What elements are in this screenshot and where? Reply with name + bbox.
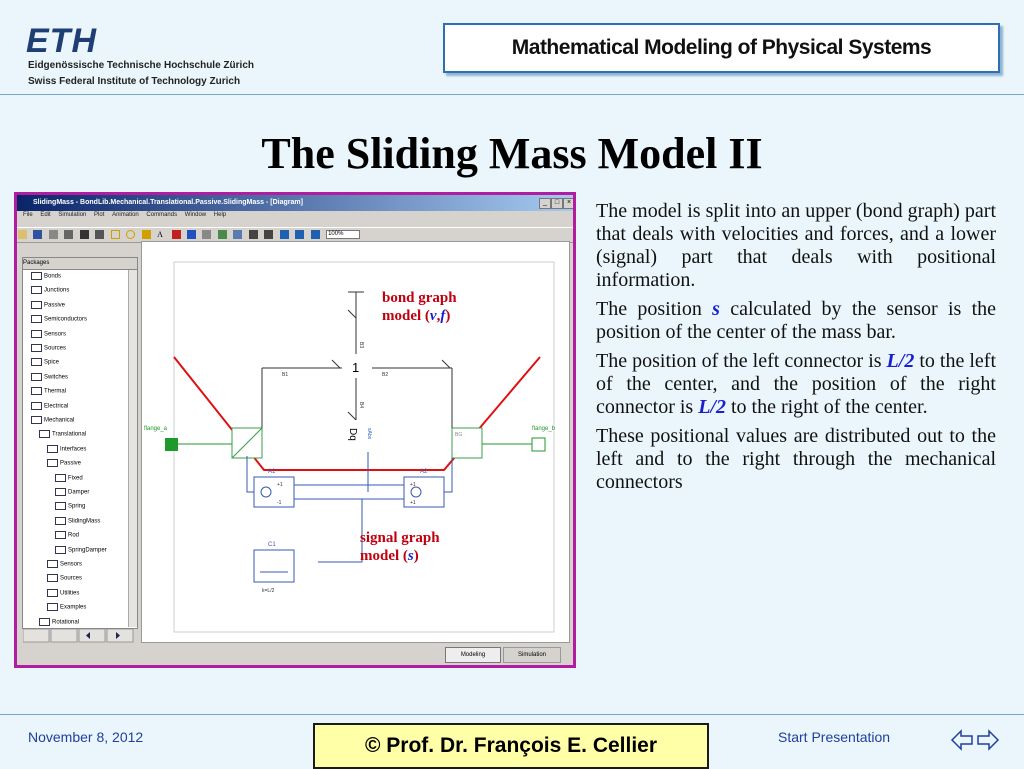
bond-b2-hook: [442, 360, 450, 368]
package-item[interactable]: [31, 416, 74, 424]
package-label: Utilities: [60, 590, 80, 597]
ellipse-icon[interactable]: [126, 230, 135, 239]
package-item[interactable]: [47, 589, 79, 597]
package-item[interactable]: [55, 488, 89, 496]
package-icon: [47, 603, 58, 611]
panel-toolbar: [23, 629, 135, 643]
bond-graph-v: v: [429, 308, 437, 324]
package-item[interactable]: [55, 531, 79, 539]
bond-graph-model-suffix: ): [445, 308, 451, 324]
package-item[interactable]: [47, 603, 86, 611]
package-item[interactable]: [31, 315, 87, 323]
tab-simulation[interactable]: Simulation: [503, 647, 561, 663]
window-menu-bar: [17, 212, 573, 224]
packages-header: Packages: [23, 258, 137, 270]
package-label: Fixed: [68, 475, 83, 482]
package-icon: [31, 344, 42, 352]
menu-commands[interactable]: Commands: [146, 212, 178, 218]
package-label: Rotational: [52, 619, 80, 626]
eth-subtitle-english: Swiss Federal Institute of Technology Zurich: [28, 76, 241, 87]
minimize-button[interactable]: _: [539, 198, 551, 209]
flange-b-label: flange_b: [532, 426, 556, 432]
adder-a2-gain-1: +1: [410, 482, 416, 488]
package-item[interactable]: [31, 358, 59, 366]
p2-text-a: The position: [596, 298, 713, 320]
adder-a2-gain-2: +1: [410, 500, 416, 506]
diagram-frame: [174, 262, 554, 632]
package-label: SlidingMass: [68, 518, 101, 525]
package-label: Sensors: [44, 331, 67, 338]
search-icon[interactable]: [49, 230, 58, 239]
package-icon: [31, 416, 42, 424]
back-icon[interactable]: [249, 230, 258, 239]
paragraph-3: [596, 350, 996, 419]
bond-graph-model-label: [382, 308, 450, 324]
polygon-icon[interactable]: [142, 230, 151, 239]
package-label: Translational: [52, 431, 87, 438]
package-item[interactable]: [47, 560, 82, 568]
footer-author: © Prof. Dr. François E. Cellier: [313, 723, 709, 769]
course-title-box: Mathematical Modeling of Physical Systems: [443, 23, 1000, 73]
menu-plot[interactable]: Plot: [94, 212, 105, 218]
dymola-window-screenshot: [14, 192, 576, 668]
eth-logo: ETH: [26, 22, 97, 60]
package-icon: [55, 517, 66, 525]
print-icon[interactable]: [64, 230, 73, 239]
package-item[interactable]: [47, 574, 82, 582]
package-label: Thermal: [44, 388, 67, 395]
package-icon: [47, 445, 58, 453]
package-item[interactable]: [31, 272, 61, 280]
p3-symbol-l2: L/2: [698, 396, 726, 418]
bond-b1-hook: [332, 360, 340, 368]
grid-icon[interactable]: [202, 230, 211, 239]
package-label: Sources: [44, 345, 67, 352]
zoom-select[interactable]: 100%: [326, 230, 360, 239]
adder-a1-gain-1: +1: [277, 482, 283, 488]
eth-subtitle-german: Eidgenössische Technische Hochschule Zürich: [28, 60, 254, 71]
menu-file[interactable]: File: [23, 212, 33, 218]
fill-color-icon[interactable]: [172, 230, 181, 239]
bond-graph-comma: ,: [436, 308, 441, 324]
maximize-button[interactable]: □: [551, 198, 563, 209]
package-label: Rod: [68, 532, 80, 539]
package-icon: [47, 459, 58, 467]
menu-help[interactable]: Help: [213, 212, 227, 218]
signal-graph-s: s: [407, 548, 414, 564]
package-icon: [55, 474, 66, 482]
bond-b1-label: B1: [282, 372, 289, 378]
help-icon[interactable]: [80, 230, 89, 239]
signal-graph-model-label: [360, 548, 419, 564]
line-icon[interactable]: [95, 230, 104, 239]
bond-b4-label: B4: [358, 402, 364, 409]
bond-b2-label: B2: [382, 372, 389, 378]
package-item[interactable]: [31, 344, 66, 352]
adder-a2-label: A2: [420, 469, 428, 475]
bg-label: BG: [455, 432, 463, 438]
text-icon[interactable]: A: [157, 230, 163, 239]
package-label: Mechanical: [44, 417, 75, 424]
check-icon[interactable]: [218, 230, 227, 239]
menu-simulation[interactable]: Simulation: [58, 212, 87, 218]
package-item[interactable]: [47, 445, 86, 453]
p2-symbol-s: s: [712, 298, 720, 320]
start-presentation-link[interactable]: Start Presentation: [778, 729, 891, 745]
packages-scrollbar[interactable]: [128, 270, 137, 627]
package-label: Passive: [60, 460, 82, 467]
save-icon[interactable]: [33, 230, 42, 239]
slide-title: The Sliding Mass Model II: [261, 129, 763, 178]
package-icon: [39, 430, 50, 438]
package-icon: [55, 546, 66, 554]
constant-c1-param: k=L/2: [262, 588, 275, 594]
flange-a-connector[interactable]: [165, 438, 178, 451]
package-icon: [47, 574, 58, 582]
bond-graph-label: bond graph: [382, 290, 457, 306]
package-item[interactable]: [47, 459, 81, 467]
previous-arrow-icon[interactable]: [952, 731, 972, 749]
package-label: Examples: [60, 604, 87, 611]
package-icon: [31, 286, 42, 294]
p3-symbol-l1: L/2: [886, 350, 915, 372]
package-label: Spring: [68, 503, 86, 510]
constant-c1-label: C1: [268, 542, 276, 548]
package-icon: [55, 502, 66, 510]
junction-1[interactable]: 1: [352, 360, 360, 375]
package-item[interactable]: [31, 373, 68, 381]
next-arrow-icon[interactable]: [978, 731, 998, 749]
signal-graph-model-suffix: ): [413, 548, 419, 564]
package-label: Interfaces: [60, 446, 87, 453]
package-icon: [47, 560, 58, 568]
package-label: Bonds: [44, 273, 62, 280]
tab-modeling[interactable]: Modeling: [445, 647, 501, 663]
wire-a1-out: [247, 456, 254, 492]
paragraph-4: These positional values are distributed out to the left and to the right through the mechanical connectors: [596, 425, 996, 493]
header-divider: [0, 94, 1024, 95]
package-label: Spice: [44, 359, 60, 366]
footer-date: November 8, 2012: [28, 729, 144, 745]
package-icon: [31, 402, 42, 410]
navigation-arrows: [950, 727, 1000, 753]
panel-tool-2[interactable]: [51, 629, 77, 642]
flange-b-connector[interactable]: [532, 438, 545, 451]
rectangle-icon[interactable]: [111, 230, 120, 239]
panel-tool-1[interactable]: [23, 629, 49, 642]
package-item[interactable]: [31, 387, 66, 395]
menu-animation[interactable]: Animation: [112, 212, 139, 218]
package-icon: [47, 589, 58, 597]
paragraph-2: [596, 298, 996, 344]
window-title-bar: [17, 195, 573, 211]
diagram-svg: [142, 242, 569, 642]
open-icon[interactable]: [18, 230, 27, 239]
package-item[interactable]: [39, 430, 86, 438]
inertia-dq[interactable]: Dq: [347, 428, 358, 441]
package-icon: [39, 618, 50, 626]
package-icon: [31, 272, 42, 280]
package-item[interactable]: [55, 546, 107, 554]
package-label: Junctions: [44, 287, 70, 294]
menu-edit[interactable]: Edit: [40, 212, 51, 218]
package-icon: [31, 330, 42, 338]
p3-text-c: to the right of the center.: [725, 396, 928, 418]
p3-text-a: The position of the left connector is: [596, 350, 887, 372]
wire-c1: [318, 499, 362, 562]
footer-divider: [0, 714, 1024, 715]
package-item[interactable]: [55, 517, 100, 525]
package-item[interactable]: [31, 402, 68, 410]
package-label: SpringDamper: [68, 547, 107, 554]
constant-c1[interactable]: [254, 550, 294, 582]
menu-window[interactable]: Window: [184, 212, 207, 218]
adder-a1[interactable]: [254, 477, 294, 507]
window-title: SlidingMass - BondLib.Mechanical.Translational.Passive.SlidingMass - [Diagram]: [33, 199, 303, 206]
package-item[interactable]: [55, 474, 83, 482]
line-color-icon[interactable]: [187, 230, 196, 239]
package-icon: [31, 301, 42, 309]
sensor-sabs[interactable]: sAbs: [366, 428, 372, 440]
package-item[interactable]: [39, 618, 79, 626]
package-icon: [31, 315, 42, 323]
signal-graph-model-prefix: model (: [360, 548, 408, 564]
bond-graph-f: f: [440, 308, 446, 324]
signal-graph-label: signal graph: [360, 530, 440, 546]
diagram-canvas[interactable]: [141, 241, 570, 643]
info-icon[interactable]: [280, 230, 289, 239]
package-label: Electrical: [44, 403, 69, 410]
package-icon: [31, 387, 42, 395]
package-item[interactable]: [55, 502, 85, 510]
package-icon: [31, 358, 42, 366]
adder-a1-gain-2: -1: [277, 500, 282, 506]
text-view-icon[interactable]: [311, 230, 320, 239]
body-text: [596, 200, 996, 500]
package-item[interactable]: [31, 301, 65, 309]
library-icon[interactable]: [233, 230, 242, 239]
forward-icon[interactable]: [264, 230, 273, 239]
flange-a-label: flange_a: [144, 426, 168, 432]
package-label: Passive: [44, 302, 66, 309]
close-button[interactable]: ×: [563, 198, 575, 209]
panel-back-button[interactable]: [79, 629, 105, 642]
package-label: Sources: [60, 575, 83, 582]
bond-b4-hook: [348, 412, 356, 420]
package-label: Switches: [44, 374, 69, 381]
paragraph-1: The model is split into an upper (bond graph) part that deals with velocities and forces, and a lower (signal) part that deals with positional information.: [596, 200, 996, 291]
package-icon: [55, 531, 66, 539]
package-item[interactable]: [31, 330, 66, 338]
package-icon: [31, 373, 42, 381]
bond-graph-model-prefix: model (: [382, 308, 430, 324]
bond-b3-hook: [348, 310, 356, 318]
p2-text-b: calculated by the sensor is the position of the center of the mass bar.: [596, 298, 996, 343]
package-label: Sensors: [60, 561, 83, 568]
p3-text-b: to the left of the center, and the position of the right connector is: [596, 350, 996, 418]
bond-b3-label: B3: [358, 342, 364, 349]
package-item[interactable]: [31, 286, 69, 294]
package-label: Damper: [68, 489, 90, 496]
packages-panel: [22, 257, 138, 629]
diagram-icon[interactable]: [295, 230, 304, 239]
package-label: Semiconductors: [44, 316, 88, 323]
adder-a1-label: A1: [268, 469, 276, 475]
package-icon: [55, 488, 66, 496]
